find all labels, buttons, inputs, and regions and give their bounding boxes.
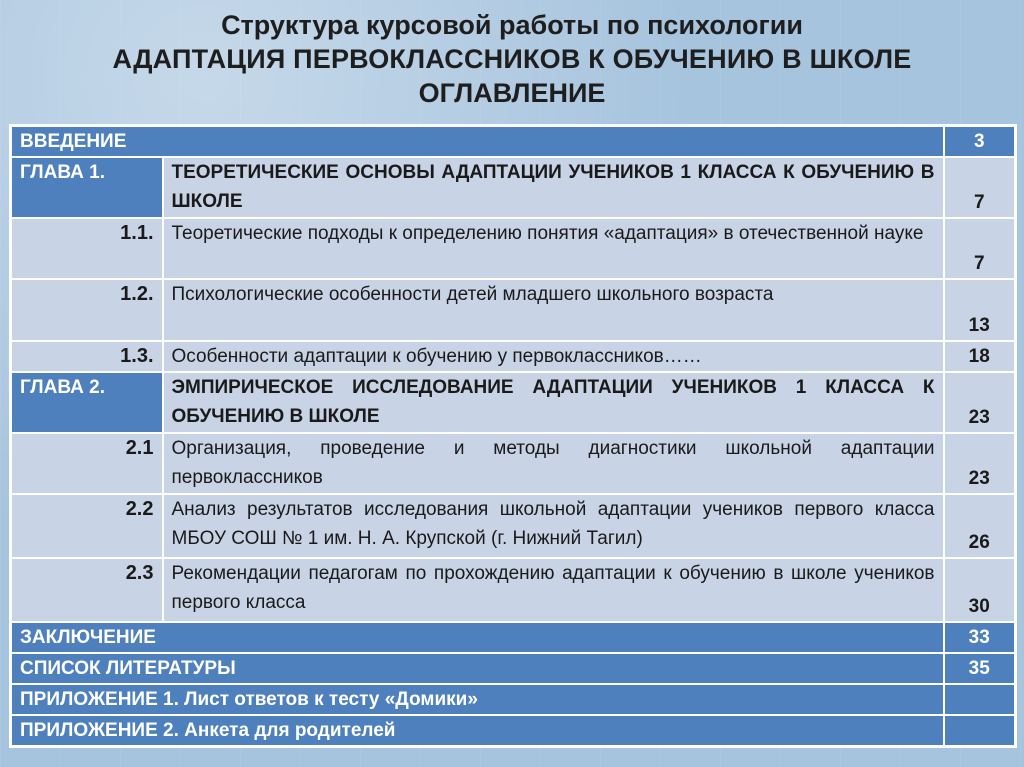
topic-title: АДАПТАЦИЯ ПЕРВОКЛАССНИКОВ К ОБУЧЕНИЮ В ШКОЛЕ: [112, 44, 912, 74]
toc-page-number: 23: [944, 433, 1016, 494]
toc-section-title: Особенности адаптации к обучению у первоклассников……: [163, 341, 944, 372]
toc-page-number: [944, 684, 1016, 715]
toc-section-title: Психологические особенности детей младшего школьного возраста: [163, 279, 944, 341]
toc-row-appendix-2: [11, 715, 1016, 747]
toc-row-chapter-2: [11, 372, 1016, 433]
toc-page-number: 7: [944, 218, 1016, 279]
toc-section-title: Организация, проведение и методы диагностики школьной адаптации первоклассников: [163, 433, 944, 494]
toc-section-title: Рекомендации педагогам по прохождению адаптации к обучению в школе учеников первого класса: [163, 558, 944, 622]
toc-section-number: 2.2: [11, 494, 163, 558]
toc-row-appendix-1: [11, 684, 1016, 715]
toc-page-number: 26: [944, 494, 1016, 558]
toc-page-number: 3: [944, 126, 1016, 158]
toc-label: ЗАКЛЮЧЕНИЕ: [11, 622, 944, 653]
toc-label: СПИСОК ЛИТЕРАТУРЫ: [11, 653, 944, 684]
toc-page-number: 23: [944, 372, 1016, 433]
toc-label: ПРИЛОЖЕНИЕ 1. Лист ответов к тесту «Домики»: [11, 684, 944, 715]
toc-page-number: 7: [944, 157, 1016, 218]
toc-section-title: Анализ результатов исследования школьной адаптации учеников первого класса МБОУ СОШ № 1 им. Н. А. Крупской (г. Нижний Тагил): [163, 494, 944, 558]
toc-chapter-title: ТЕОРЕТИЧЕСКИЕ ОСНОВЫ АДАПТАЦИИ УЧЕНИКОВ 1 КЛАССА К ОБУЧЕНИЮ В ШКОЛЕ: [163, 157, 944, 218]
toc-row-section-1-2: [11, 279, 1016, 341]
slide-title: Структура курсовой работы по психологии: [221, 10, 803, 40]
toc-section-number: 2.3: [11, 558, 163, 622]
toc-chapter-label: ГЛАВА 2.: [11, 372, 163, 433]
table-of-contents: [9, 124, 1017, 748]
toc-page-number: 30: [944, 558, 1016, 622]
toc-chapter-title: ЭМПИРИЧЕСКОЕ ИССЛЕДОВАНИЕ АДАПТАЦИИ УЧЕНИКОВ 1 КЛАССА К ОБУЧЕНИЮ В ШКОЛЕ: [163, 372, 944, 433]
toc-chapter-label: ГЛАВА 1.: [11, 157, 163, 218]
toc-heading: ОГЛАВЛЕНИЕ: [418, 78, 606, 108]
toc-page-number: 35: [944, 653, 1016, 684]
toc-page-number: 18: [944, 341, 1016, 372]
toc-row-conclusion: [11, 622, 1016, 653]
toc-row-section-1-3: [11, 341, 1016, 372]
toc-page-number: 13: [944, 279, 1016, 341]
toc-row-section-2-3: [11, 558, 1016, 622]
toc-section-number: 1.1.: [11, 218, 163, 279]
slide-header: [0, 8, 1024, 110]
toc-page-number: [944, 715, 1016, 747]
toc-row-section-2-1: [11, 433, 1016, 494]
toc-row-chapter-1: [11, 157, 1016, 218]
toc-label: ВВЕДЕНИЕ: [11, 126, 944, 158]
toc-page-number: 33: [944, 622, 1016, 653]
toc-section-title: Теоретические подходы к определению понятия «адаптация» в отечественной науке: [163, 218, 944, 279]
toc-row-section-2-2: [11, 494, 1016, 558]
toc-row-section-1-1: [11, 218, 1016, 279]
toc-section-number: 1.2.: [11, 279, 163, 341]
toc-section-number: 1.3.: [11, 341, 163, 372]
toc-section-number: 2.1: [11, 433, 163, 494]
toc-label: ПРИЛОЖЕНИЕ 2. Анкета для родителей: [11, 715, 944, 747]
toc-row-references: [11, 653, 1016, 684]
toc-row-intro: [11, 126, 1016, 158]
